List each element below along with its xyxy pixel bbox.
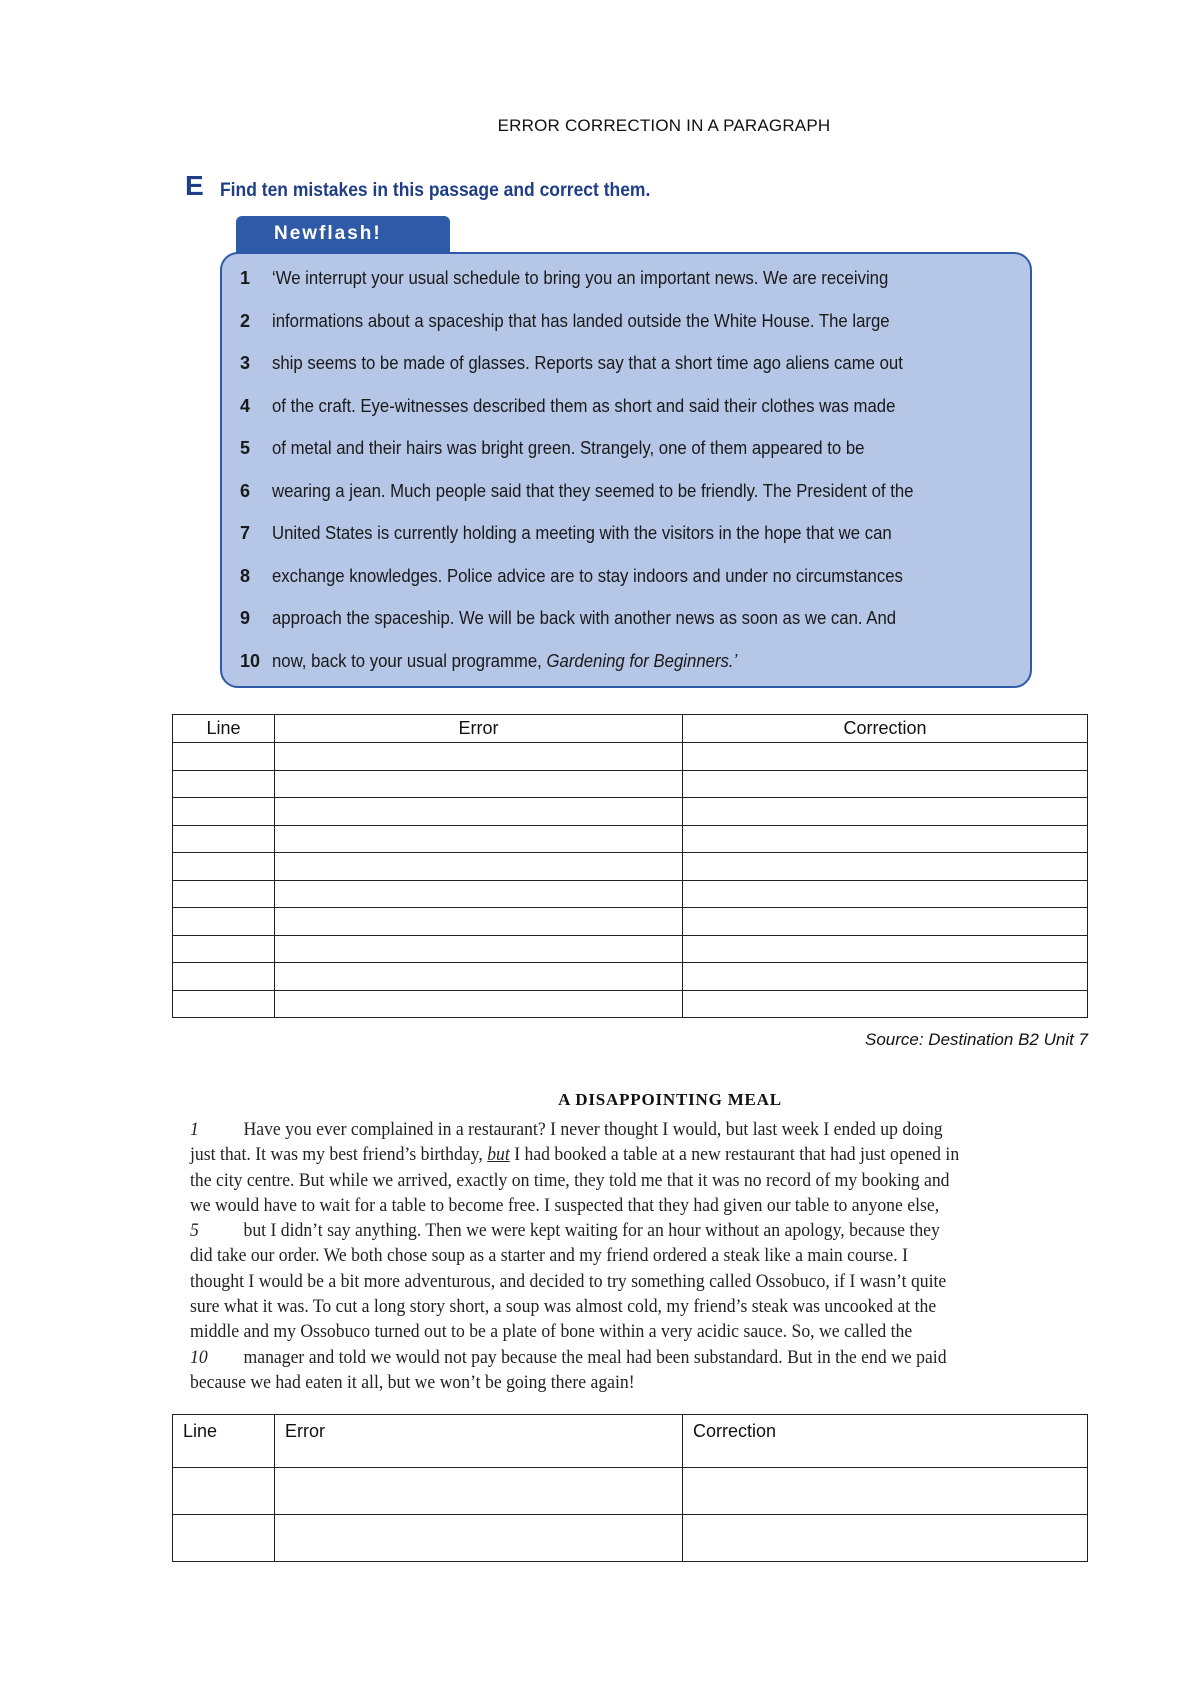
line-number: 9 <box>240 608 251 628</box>
news-line <box>240 651 772 681</box>
news-line <box>240 396 942 426</box>
table-row <box>173 1515 1088 1562</box>
underlined-word: but <box>487 1145 510 1166</box>
line-text-main: exchange knowledges. Police advice are to stay indoors and under no circumstances <box>272 565 903 586</box>
news-line <box>240 311 936 341</box>
passage-line <box>190 1320 1050 1345</box>
error-cell[interactable] <box>275 825 683 853</box>
line-number: 1 <box>240 268 251 288</box>
line-text <box>272 438 864 459</box>
line-text-tail: I had booked a table at a new restaurant that had just opened in <box>514 1145 960 1166</box>
line-cell[interactable] <box>173 935 275 963</box>
passage-title: A DISAPPOINTING MEAL <box>558 1090 782 1109</box>
newsflash-tab: Newflash! <box>236 216 450 254</box>
line-number: 4 <box>240 395 251 416</box>
line-text <box>272 566 903 587</box>
line-text <box>272 523 892 544</box>
table-row <box>173 935 1088 963</box>
line-text: middle and my Ossobuco turned out to be a plate of bone within a very acidic sauce. So, we called the <box>190 1322 913 1343</box>
line-text-main: of the craft. Eye-witnesses described them as short and said their clothes was made <box>272 395 896 416</box>
passage-line <box>190 1346 1050 1371</box>
passage-line <box>190 1169 1050 1194</box>
line-cell[interactable] <box>173 798 275 826</box>
table-row <box>173 825 1088 853</box>
table-row <box>173 770 1088 798</box>
line-text: we would have to wait for a table to become free. I suspected that they had given our table to anyone else, <box>190 1195 940 1216</box>
passage-line <box>190 1118 1050 1143</box>
correction-cell[interactable] <box>683 963 1088 991</box>
correction-cell[interactable] <box>683 908 1088 936</box>
line-number: 5 <box>240 438 251 458</box>
news-line <box>240 353 950 383</box>
error-cell[interactable] <box>275 1515 683 1562</box>
line-number: 2 <box>240 310 251 331</box>
correction-cell[interactable] <box>683 853 1088 881</box>
line-cell[interactable] <box>173 853 275 881</box>
table-row <box>173 963 1088 991</box>
line-text <box>272 353 903 374</box>
table-row <box>173 853 1088 881</box>
line-number: 5 <box>190 1221 199 1242</box>
passage-line <box>190 1295 1050 1320</box>
error-correction-table-1 <box>172 714 1088 1018</box>
correction-cell[interactable] <box>683 935 1088 963</box>
table-row <box>173 798 1088 826</box>
news-line <box>240 566 950 596</box>
correction-cell[interactable] <box>683 880 1088 908</box>
line-text: just that. It was my best friend’s birthday, <box>190 1145 483 1166</box>
newsflash-passage <box>220 252 1032 688</box>
line-text-main: United States is currently holding a meeting with the visitors in the hope that we can <box>272 523 892 543</box>
line-number: 8 <box>240 565 251 586</box>
line-text <box>272 396 895 417</box>
line-text: because we had eaten it all, but we won’t be going there again! <box>190 1372 635 1393</box>
exercise-instruction: Find ten mistakes in this passage and correct them. <box>220 180 651 201</box>
line-text: thought I would be a bit more adventurous, and decided to try something called Ossobuco, if I wasn’t quite <box>190 1271 947 1292</box>
line-text <box>272 651 737 672</box>
line-text: sure what it was. To cut a long story short, a soup was almost cold, my friend’s steak was uncooked at the <box>190 1297 937 1318</box>
line-cell[interactable] <box>173 1468 275 1515</box>
error-cell[interactable] <box>275 963 683 991</box>
line-text: but I didn’t say anything. Then we were kept waiting for an hour without an apology, because they <box>243 1221 940 1242</box>
line-cell[interactable] <box>173 743 275 771</box>
table-row <box>173 990 1088 1018</box>
header-error: Error <box>275 1415 683 1468</box>
page-title: ERROR CORRECTION IN A PARAGRAPH <box>497 116 831 135</box>
line-text: the city centre. But while we arrived, exactly on time, they told me that it was no record of my booking and <box>190 1170 950 1191</box>
error-correction-table-2 <box>172 1414 1088 1562</box>
line-number: 1 <box>190 1120 199 1140</box>
correction-cell[interactable] <box>683 798 1088 826</box>
header-correction: Correction <box>683 715 1088 743</box>
table-row <box>173 880 1088 908</box>
header-line: Line <box>173 1415 275 1468</box>
error-cell[interactable] <box>275 770 683 798</box>
error-cell[interactable] <box>275 880 683 908</box>
table-header-row <box>173 715 1088 743</box>
line-text <box>272 481 913 502</box>
correction-cell[interactable] <box>683 770 1088 798</box>
news-line <box>240 438 909 468</box>
news-line <box>240 268 935 298</box>
meal-passage <box>190 1118 1090 1396</box>
header-line: Line <box>173 715 275 743</box>
table-header-row <box>173 1415 1088 1468</box>
error-cell[interactable] <box>275 908 683 936</box>
header-correction: Correction <box>683 1415 1088 1468</box>
correction-cell[interactable] <box>683 743 1088 771</box>
line-cell[interactable] <box>173 880 275 908</box>
header-error: Error <box>275 715 683 743</box>
passage-line <box>190 1244 1050 1269</box>
line-text: did take our order. We both chose soup as a starter and my friend ordered a steak like a main course. I <box>190 1246 908 1267</box>
correction-cell[interactable] <box>683 1515 1088 1562</box>
news-line <box>240 481 962 511</box>
line-number: 6 <box>240 480 251 501</box>
table-row <box>173 908 1088 936</box>
error-cell[interactable] <box>275 853 683 881</box>
line-cell[interactable] <box>173 908 275 936</box>
source-citation: Source: Destination B2 Unit 7 <box>864 1030 1088 1049</box>
line-number: 10 <box>190 1347 208 1368</box>
line-text <box>272 608 896 629</box>
line-text <box>272 311 890 332</box>
line-text: manager and told we would not pay because the meal had been substandard. But in the end we paid <box>243 1347 947 1368</box>
line-number: 3 <box>240 353 251 373</box>
line-text-main: approach the spaceship. We will be back with another news as soon as we can. And <box>272 608 897 628</box>
correction-cell[interactable] <box>683 990 1088 1018</box>
passage-line <box>190 1371 1050 1396</box>
line-text: Have you ever complained in a restaurant? I never thought I would, but last week I ended up doing <box>243 1120 943 1140</box>
passage-line <box>190 1270 1050 1295</box>
exercise-letter: E <box>185 170 204 201</box>
programme-title: Gardening for Beginners.’ <box>546 650 738 671</box>
line-cell[interactable] <box>173 825 275 853</box>
line-text-main: ship seems to be made of glasses. Reports say that a short time ago aliens came out <box>272 353 903 373</box>
line-text-main: of metal and their hairs was bright green. Strangely, one of them appeared to be <box>272 438 865 458</box>
line-text-main: now, back to your usual programme, <box>272 650 542 671</box>
line-text <box>272 268 888 289</box>
line-cell[interactable] <box>173 990 275 1018</box>
passage-line <box>190 1143 1050 1168</box>
correction-cell[interactable] <box>683 825 1088 853</box>
line-cell[interactable] <box>173 1515 275 1562</box>
line-cell[interactable] <box>173 963 275 991</box>
news-line <box>240 523 938 553</box>
error-cell[interactable] <box>275 798 683 826</box>
error-cell[interactable] <box>275 1468 683 1515</box>
passage-line <box>190 1194 1050 1219</box>
line-text-main: ‘We interrupt your usual schedule to bring you an important news. We are receiving <box>272 268 889 288</box>
passage-line <box>190 1219 1050 1244</box>
line-text-main: informations about a spaceship that has landed outside the White House. The large <box>272 310 890 331</box>
table-row <box>173 743 1088 771</box>
line-number: 10 <box>240 650 261 671</box>
error-cell[interactable] <box>275 743 683 771</box>
error-cell[interactable] <box>275 935 683 963</box>
table-row <box>173 1468 1088 1515</box>
news-line <box>240 608 943 638</box>
line-text-main: wearing a jean. Much people said that they seemed to be friendly. The President of the <box>272 480 914 501</box>
error-cell[interactable] <box>275 990 683 1018</box>
line-number: 7 <box>240 523 251 543</box>
line-cell[interactable] <box>173 770 275 798</box>
correction-cell[interactable] <box>683 1468 1088 1515</box>
